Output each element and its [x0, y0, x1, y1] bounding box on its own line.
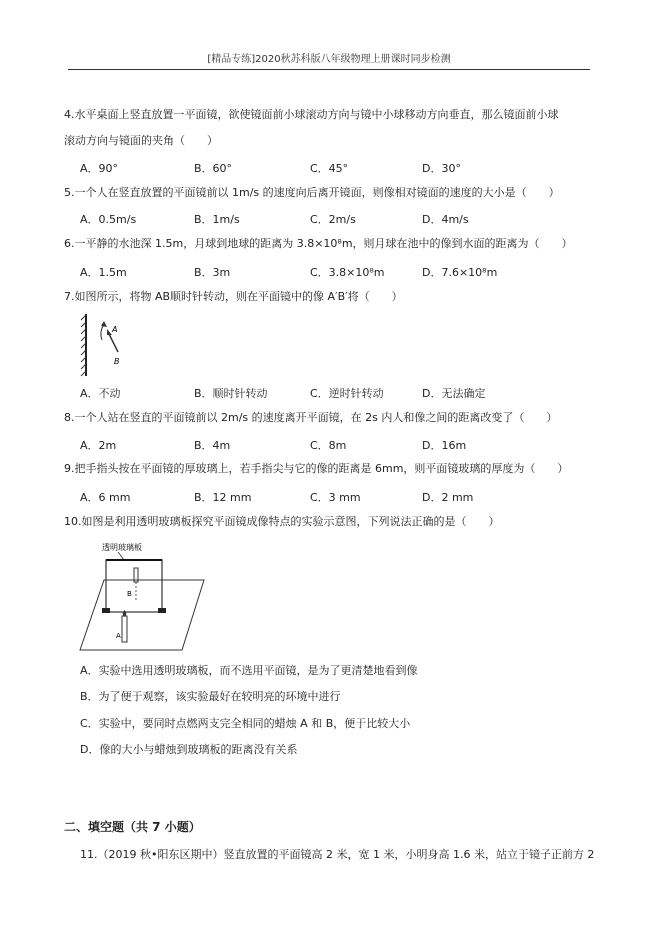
option-b[interactable]: B．顺时针转动 [194, 387, 268, 400]
question-7-figure [72, 310, 142, 380]
question-4-line2: 滚动方向与镜面的夹角（ ） [64, 134, 218, 147]
option-d[interactable]: D．30° [422, 162, 461, 175]
option-a[interactable]: A．1.5m [80, 266, 127, 279]
option-b[interactable]: B．1m/s [194, 213, 240, 226]
option-b[interactable]: B．60° [194, 162, 233, 175]
rotation-arrow-head [101, 321, 107, 327]
option-a[interactable]: A．0.5m/s [80, 213, 137, 226]
plate-stand-left [102, 608, 110, 613]
candle-a [122, 616, 127, 642]
label-b: B [127, 590, 132, 598]
label-b: B [114, 357, 120, 366]
option-b[interactable]: B．4m [194, 439, 231, 452]
question-8-text: 8.一个人站在竖直的平面镜前以 2m/s 的速度离开平面镜，在 2s 内人和像之间的距离改变了（ ） [64, 411, 558, 424]
table-surface [80, 580, 204, 650]
option-c[interactable]: C．45° [310, 162, 349, 175]
option-b[interactable]: B．12 mm [194, 491, 252, 504]
glass-plate-caption: 透明玻璃板 [102, 543, 142, 552]
option-d[interactable]: D．16m [422, 439, 467, 452]
option-c[interactable]: C．实验中，要同时点燃两支完全相同的蜡烛 A 和 B，便于比较大小 [80, 717, 411, 730]
caption-pointer [118, 552, 124, 560]
option-d[interactable]: D．无法确定 [422, 387, 486, 400]
option-c[interactable]: C．8m [310, 439, 347, 452]
option-d[interactable]: D．4m/s [422, 213, 469, 226]
option-c[interactable]: C．3 mm [310, 491, 361, 504]
section-heading: 二、填空题（共 7 小题） [64, 820, 201, 834]
option-c[interactable]: C．逆时针转动 [310, 387, 384, 400]
option-c[interactable]: C．3.8×10⁸m [310, 266, 385, 279]
question-7-text: 7.如图所示，将物 AB顺时针转动，则在平面镜中的像 A′B′将（ ） [64, 290, 403, 303]
option-a[interactable]: A．6 mm [80, 491, 131, 504]
option-c[interactable]: C．2m/s [310, 213, 356, 226]
option-d[interactable]: D．2 mm [422, 491, 474, 504]
option-a[interactable]: A．不动 [80, 387, 121, 400]
page-header: [精品专练]2020秋苏科版八年级物理上册课时同步检测 [68, 50, 590, 70]
question-10-text: 10.如图是利用透明玻璃板探究平面镜成像特点的实验示意图，下列说法正确的是（ ） [64, 515, 500, 528]
question-4-line1: 4.水平桌面上竖直放置一平面镜，欲使镜面前小球滚动方向与镜中小球移动方向垂直，那么镜面前小球 [64, 108, 559, 121]
option-b[interactable]: B．3m [194, 266, 231, 279]
question-9-text: 9.把手指头按在平面镜的厚玻璃上，若手指尖与它的像的距离是 6mm，则平面镜玻璃的厚度为（ ） [64, 462, 569, 475]
option-b[interactable]: B．为了便于观察，该实验最好在较明亮的环境中进行 [80, 690, 341, 703]
question-5-text: 5.一个人在竖直放置的平面镜前以 1m/s 的速度向后离开镜面，则像相对镜面的速度的大小是（ ） [64, 186, 560, 199]
option-d[interactable]: D．7.6×10⁸m [422, 266, 498, 279]
option-a[interactable]: A．2m [80, 439, 117, 452]
label-a: A [112, 325, 118, 334]
option-d[interactable]: D．像的大小与蜡烛到玻璃板的距离没有关系 [80, 743, 298, 756]
option-a[interactable]: A．实验中选用透明玻璃板，而不选用平面镜，是为了更清楚地看到像 [80, 664, 418, 677]
label-a: A [116, 632, 121, 640]
plate-stand-right [158, 608, 166, 613]
question-6-text: 6.一平静的水池深 1.5m，月球到地球的距离为 3.8×10⁸m，则月球在池中的像到水面的距离为（ ） [64, 237, 573, 250]
option-a[interactable]: A．90° [80, 162, 119, 175]
question-10-figure [78, 538, 208, 658]
question-11-text: 11.（2019 秋•阳东区期中）竖直放置的平面镜高 2 米，宽 1 米，小明身高 1.6 米，站立于镜子正前方 2 [80, 848, 595, 861]
